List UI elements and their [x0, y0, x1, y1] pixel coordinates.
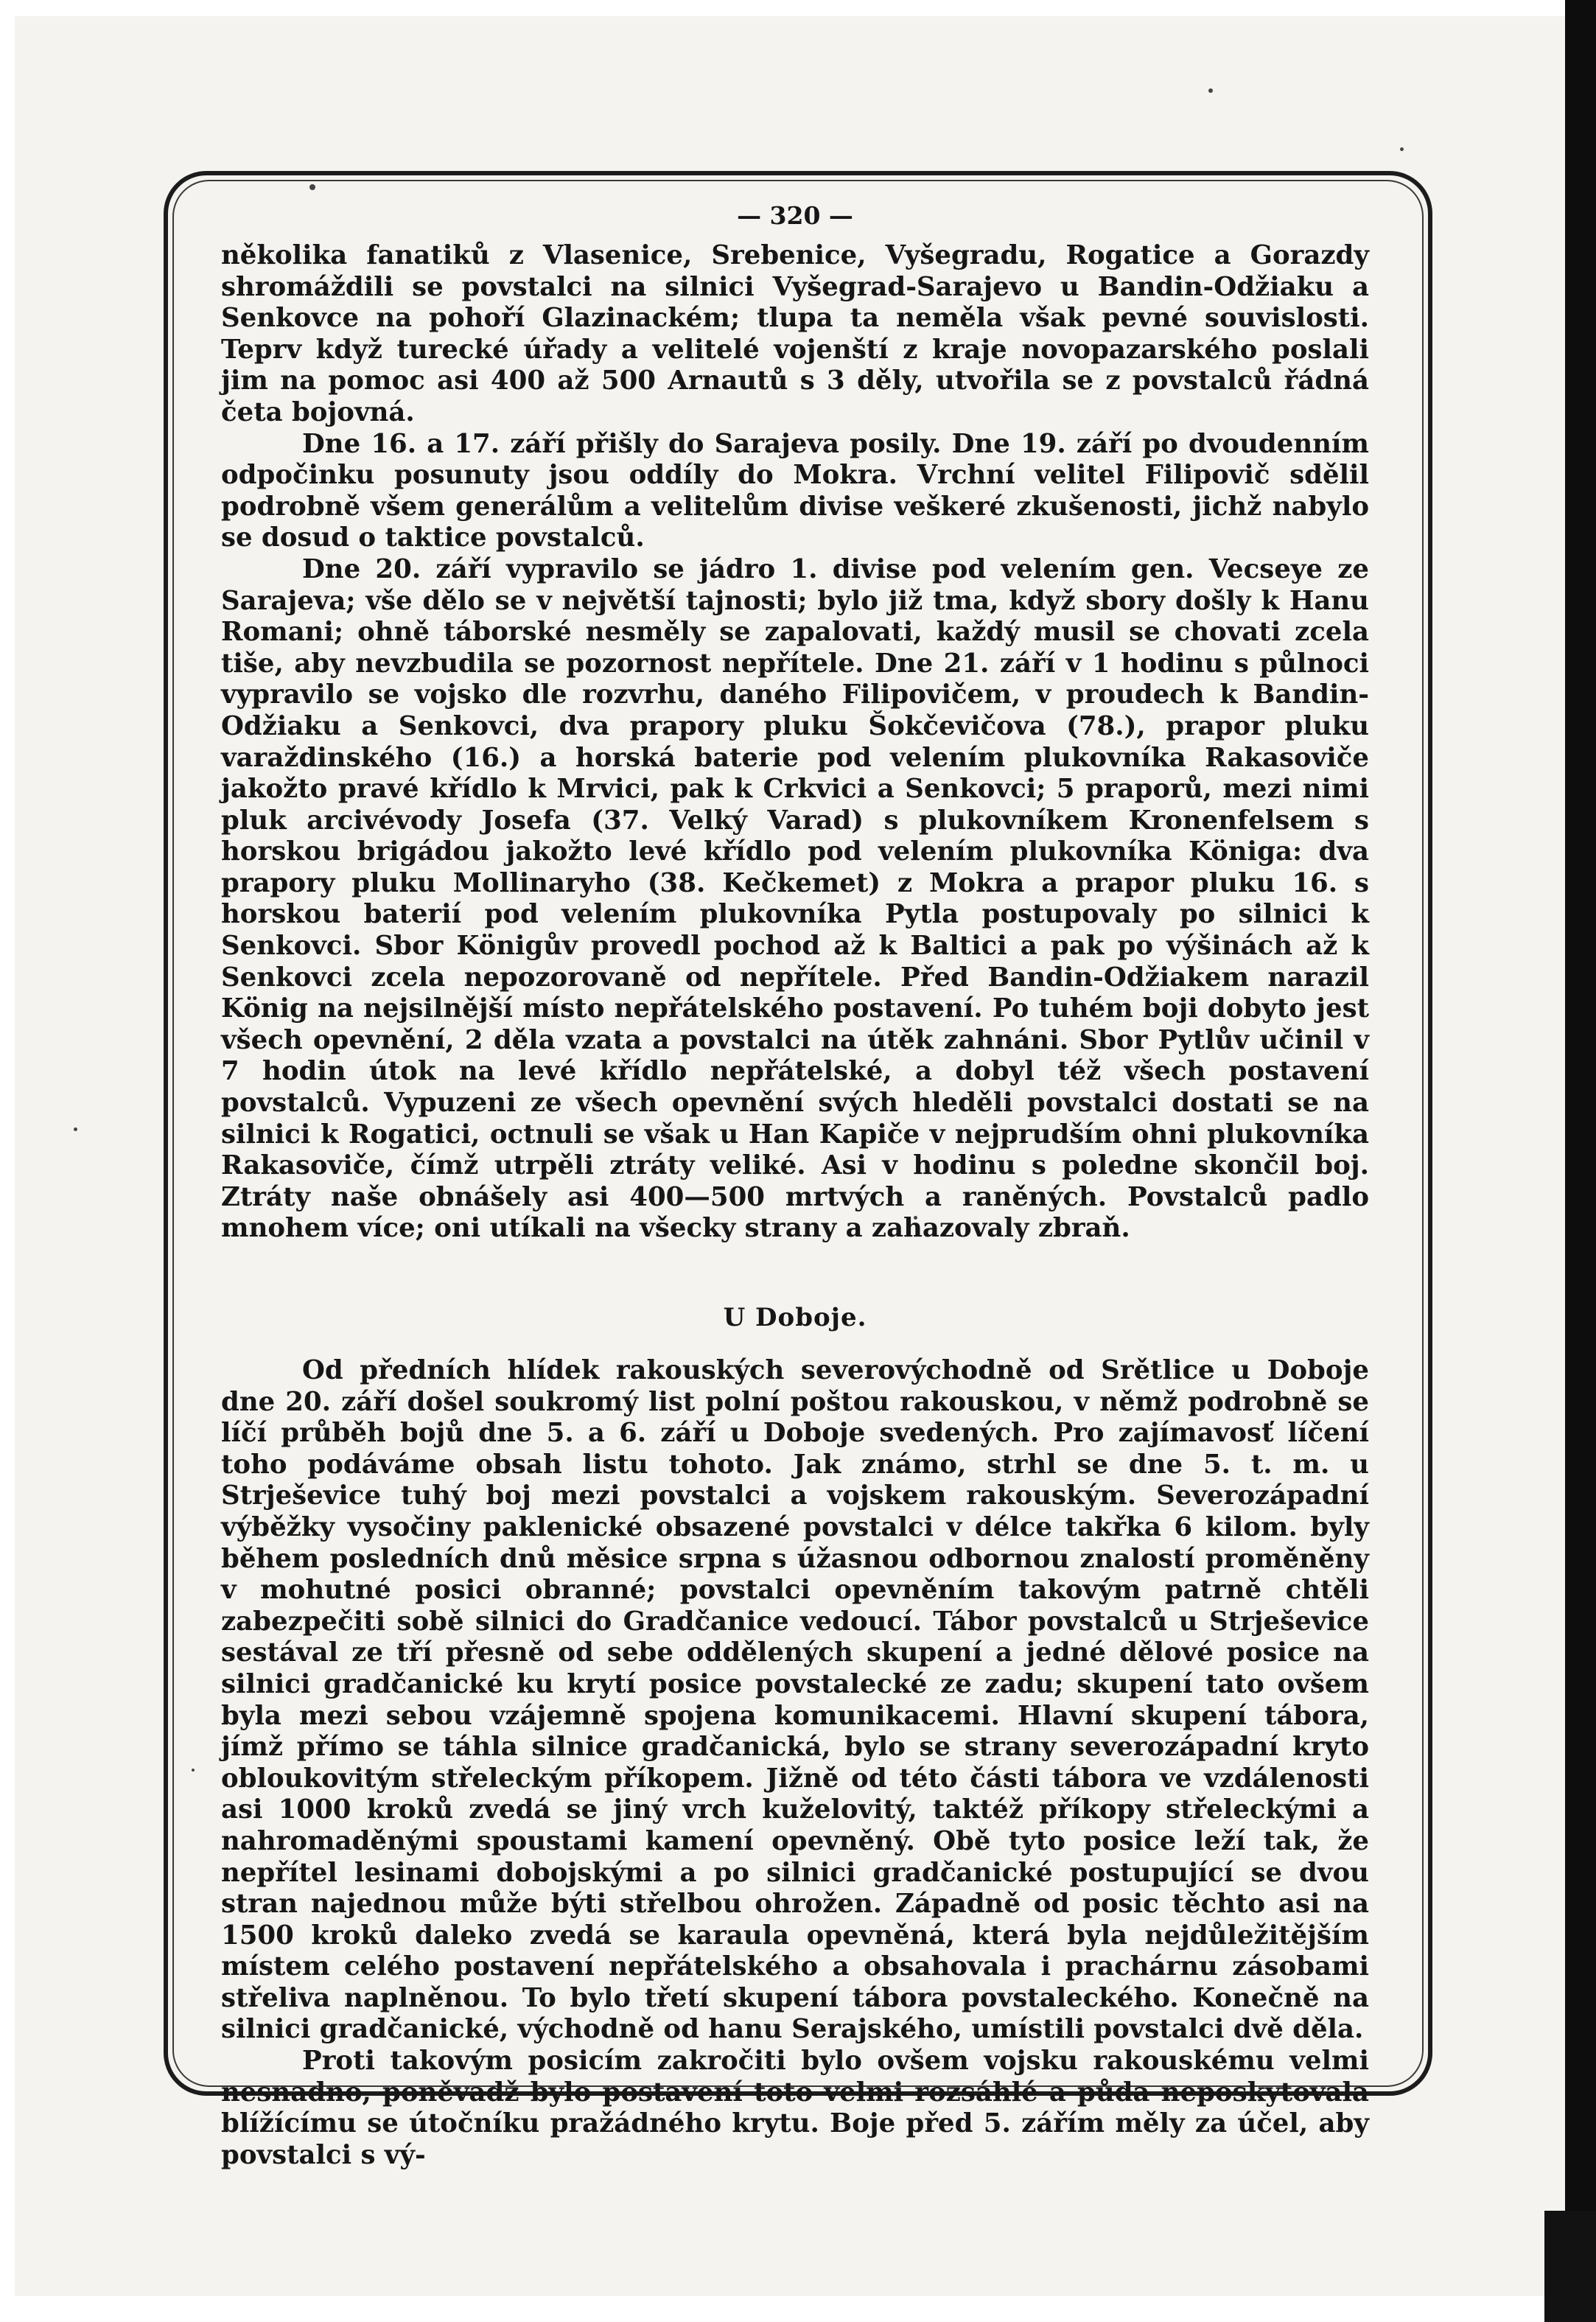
- paragraph-2: Dne 16. a 17. září přišly do Sarajeva posily. Dne 19. září po dvoudenním odpočinku posunuty jsou oddíly do Mokra. Vrchní velitel Filipovič sdělil podrobně všem generálům a velitelům divise veškeré zkušenosti, jichž nabylo se dosud o taktice povstalců.: [221, 428, 1369, 553]
- paragraph-4: Od předních hlídek rakouských severovýchodně od Srětlice u Doboje dne 20. září došel soukromý list polní poštou rakouskou, v němž podrobně se líčí průběh bojů dne 5. a 6. září u Doboje svedených. Pro zajímavosť líčení toho podáváme obsah listu tohoto. Jak známo, strhl se dne 5. t. m. u Strješevice tuhý boj mezi povstalci a vojskem rakouským. Severozápadní výběžky vysočiny paklenické obsazené povstalci v délce takřka 6 kilom. byly během posledních dnů měsice srpna s úžasnou odbornou znalostí proměněny v mohutné posici obranné; povstalci opevněním takovým patrně chtěli zabezpečiti sobě silnici do Gradčanice vedoucí. Tábor povstalců u Strješevice sestával ze tří přesně od sebe oddělených skupení a jedné dělové posice na silnici gradčanické ku krytí posice povstalecké ze zadu; skupení tato ovšem byla mezi sebou vzájemně spojena komunikacemi. Hlavní skupení tábora, jímž přímo se táhla silnice gradčanická, bylo se strany severozápadní kryto obloukovitým střeleckým příkopem. Jižně od této části tábora ve vzdálenosti asi 1000 kroků zvedá se jiný vrch kuželovitý, taktéž příkopy střeleckými a nahromaděnými spoustami kamení opevněný. Obě tyto posice leží tak, že nepřítel lesinami dobojskými a po silnici gradčanické postupující se dvou stran najednou může býti střelbou ohrožen. Západně od posic těchto asi na 1500 kroků daleko zvedá se karaula opevněná, která byla nejdůležitějším místem celého postavení nepřátelského a obsahovala i prachárnu zásobami střeliva naplněnou. To bylo třetí skupení tábora povstaleckého. Konečně na silnici gradčanické, východně od hanu Serajského, umístili povstalci dvě děla.: [221, 1355, 1369, 2045]
- scan-speck: [74, 1127, 77, 1131]
- section-title: U Doboje.: [723, 1303, 867, 1332]
- scan-speck: [309, 184, 315, 190]
- scan-edge-shadow-bottom: [1544, 2211, 1596, 2322]
- scan-edge-shadow: [1565, 0, 1596, 2322]
- page-number: — 320 —: [737, 201, 853, 230]
- page-content: [221, 197, 1369, 2171]
- paragraph-1: několika fanatiků z Vlasenice, Srebenice, Vyšegradu, Rogatice a Gorazdy shromáždili se povstalci na silnici Vyšegrad-Sarajevo u Bandin-Odžiaku a Senkovce na pohoří Glazinackém; tlupa ta neměla však pevné souvislosti. Teprv když turecké úřady a velitelé vojenští z kraje novopazarského poslali jim na pomoc asi 400 až 500 Arnautů s 3 děly, utvořila se z povstalců řádná četa bojovná.: [221, 240, 1369, 427]
- scan-speck: [192, 1769, 195, 1772]
- scan-speck: [1400, 147, 1404, 151]
- paragraph-5: Proti takovým posicím zakročiti bylo ovšem vojsku rakouskému velmi nesnadno, poněvadž bylo postavení toto velmi rozsáhlé a půda neposkytovala blížícímu se útočníku pražádného krytu. Boje před 5. zářím měly za účel, aby povstalci s vý-: [221, 2046, 1369, 2170]
- paragraph-3: Dne 20. září vypravilo se jádro 1. divise pod velením gen. Vecseye ze Sarajeva; vše dělo se v největší tajnosti; bylo již tma, když sbory došly k Hanu Romani; ohně táborské nesměly se zapalovati, každý musil se chovati zcela tiše, aby nevzbudila se pozornost nepřítele. Dne 21. září v 1 hodinu s půlnoci vypravilo se vojsko dle rozvrhu, daného Filipovičem, v proudech k Bandin-Odžiaku a Senkovci, dva prapory pluku Šokčevičova (78.), prapor pluku varaždinského (16.) a horská baterie pod velením plukovníka Rakasoviče jakožto pravé křídlo k Mrvici, pak k Crkvici a Senkovci; 5 praporů, mezi nimi pluk arcivévody Josefa (37. Velký Varad) s plukovníkem Kronenfelsem s horskou brigádou jakožto levé křídlo pod velením plukovníka Königa: dva prapory pluku Mollinaryho (38. Kečkemet) z Mokra a prapor pluku 16. s horskou baterií pod velením plukovníka Pytla postupovaly po silnici k Senkovci. Sbor Königův provedl pochod až k Baltici a pak po výšinách až k Senkovci zcela nepozorovaně od nepřítele. Před Bandin-Odžiakem narazil König na nejsilnější místo nepřátelského postavení. Po tuhém boji dobyto jest všech opevnění, 2 děla vzata a povstalci na útěk zahnáni. Sbor Pytlův učinil v 7 hodin útok na levé křídlo nepřátelské, a dobyl též všech postavení povstalců. Vypuzeni ze všech opevnění svých hleděli povstalci dostati se na silnici k Rogatici, octnuli se však u Han Kapiče v nejprudším ohni plukovníka Rakasoviče, čímž utrpěli ztráty veliké. Asi v hodinu s poledne skončil boj. Ztráty naše obnášely asi 400—500 mrtvých a raněných. Povstalců padlo mnohem více; oni utíkali na všecky strany a zahazovaly zbraň.: [221, 553, 1369, 1244]
- scan-speck: [1208, 88, 1213, 93]
